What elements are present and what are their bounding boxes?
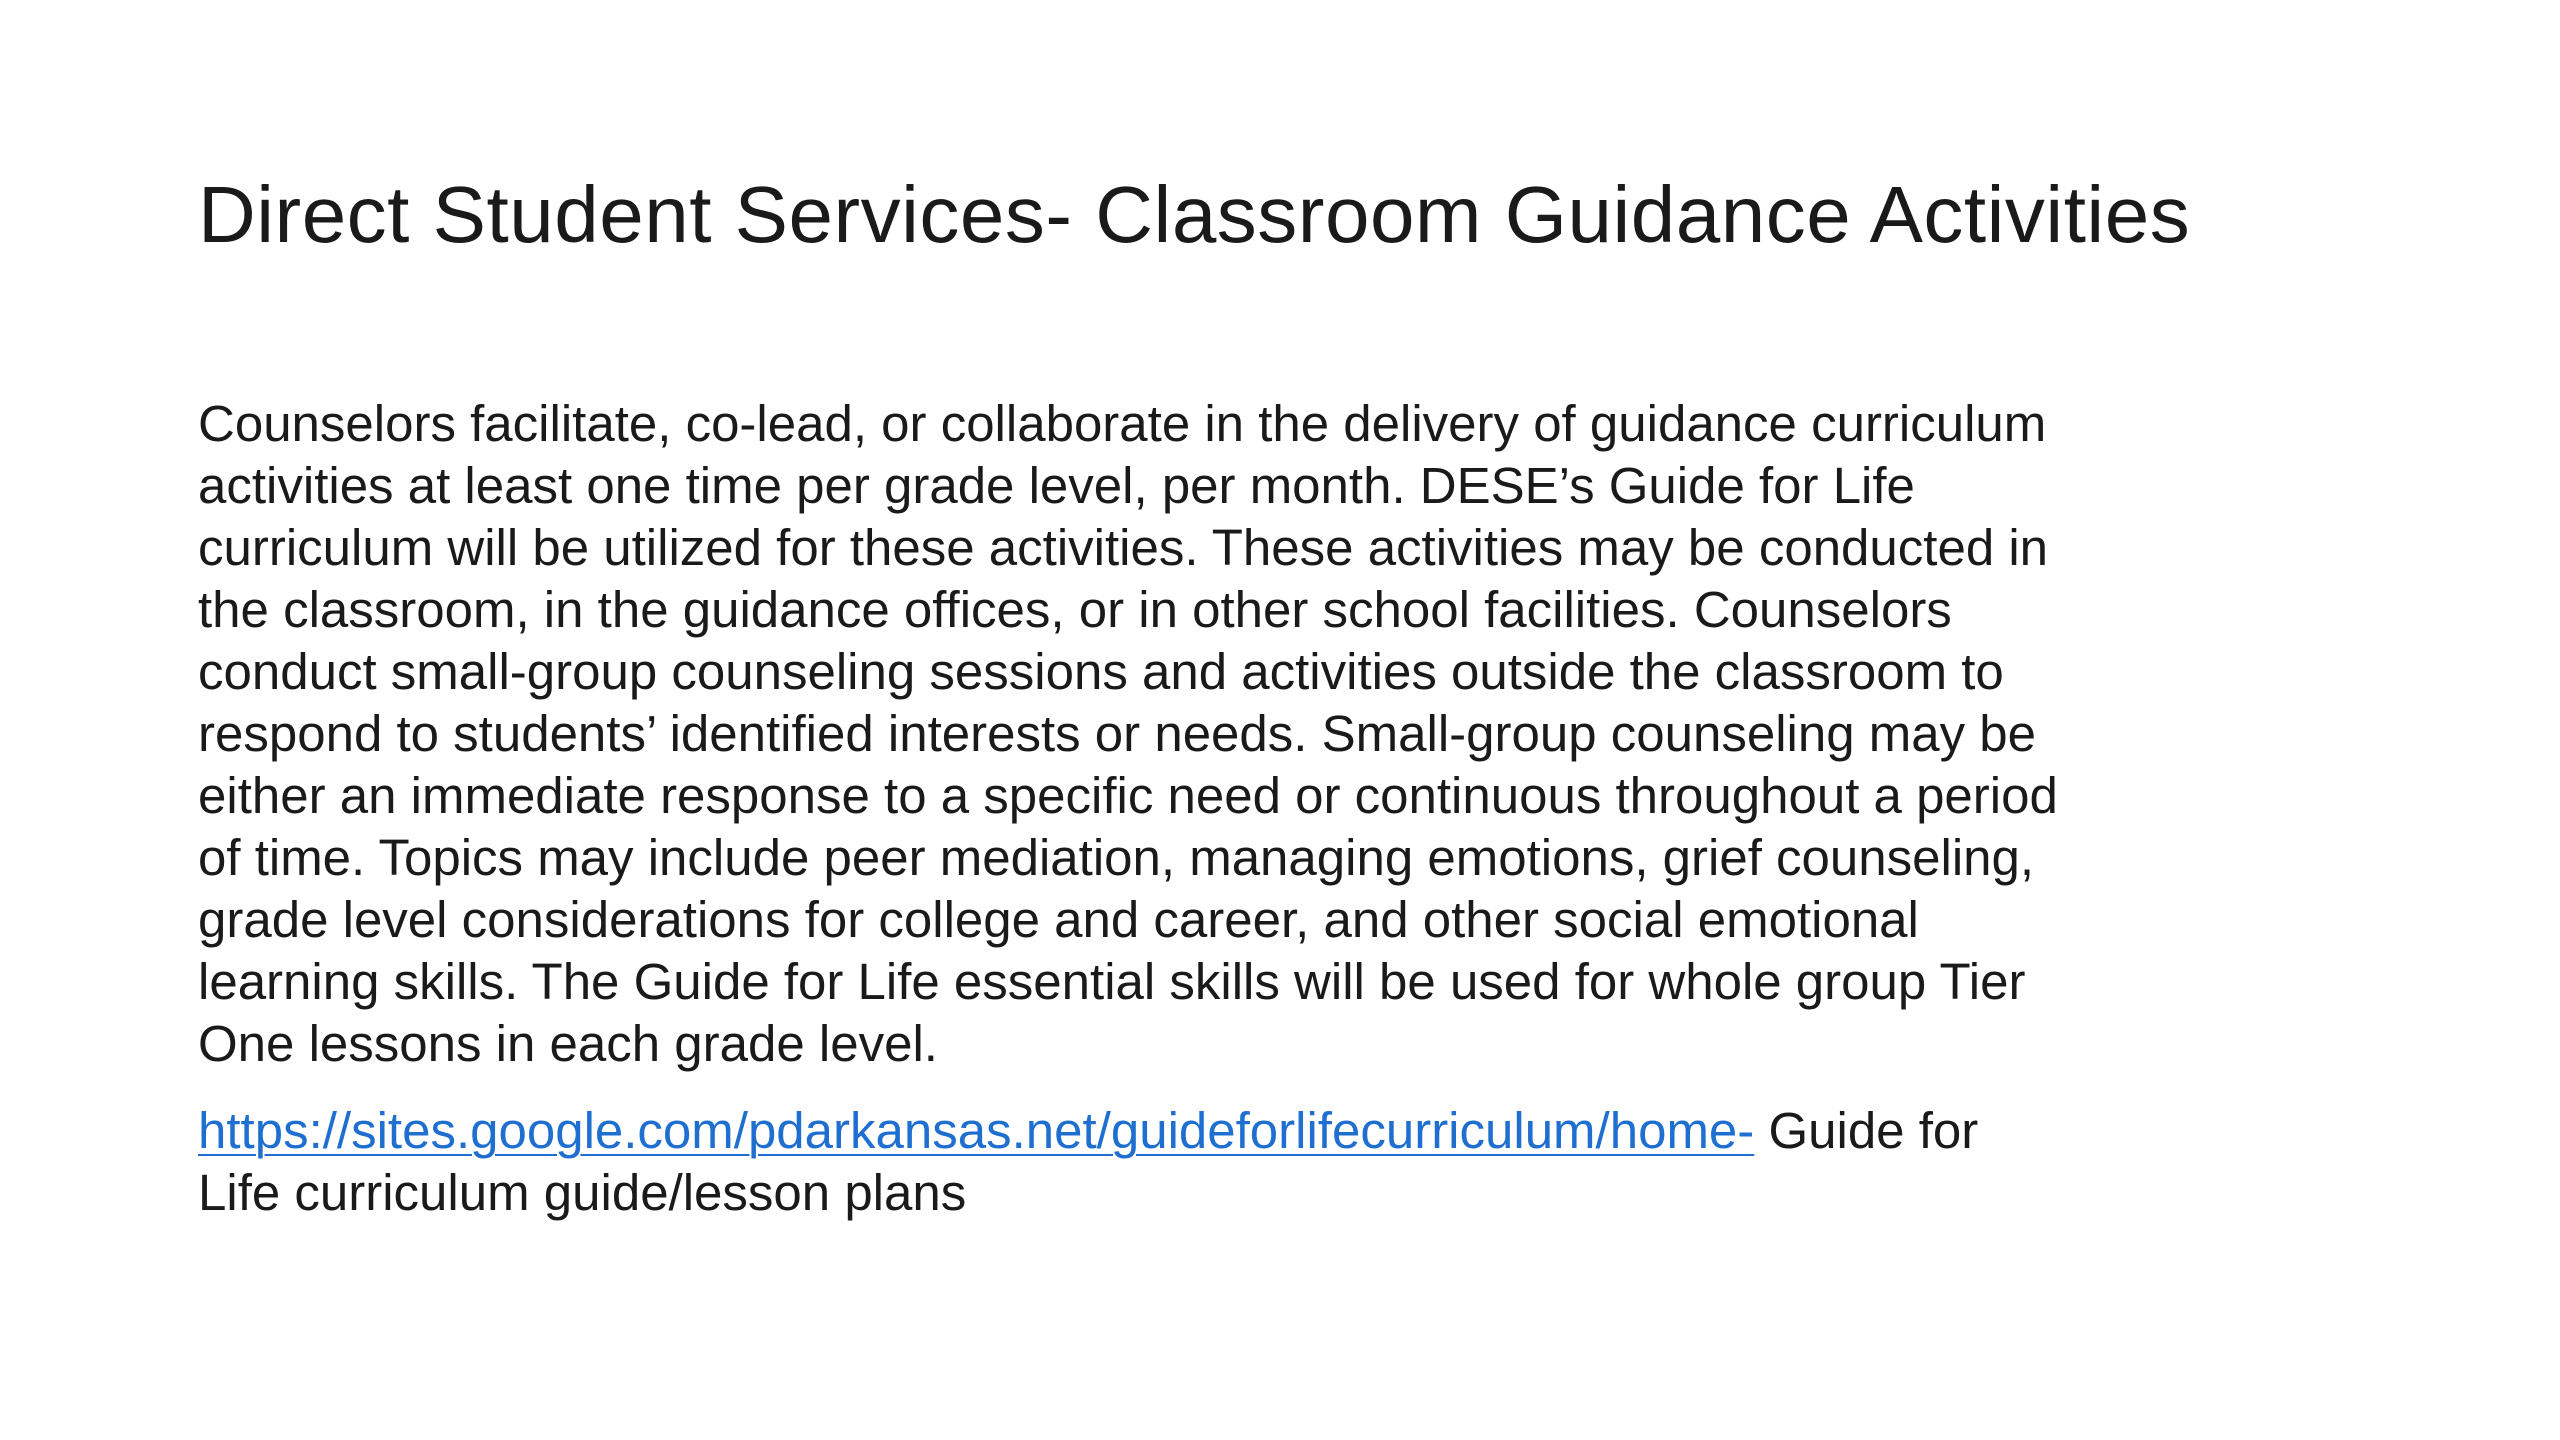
body-line: conduct small-group counseling sessions and activities outside the classroom to	[198, 643, 2004, 700]
slide-body	[198, 393, 2418, 1224]
body-line: activities at least one time per grade level, per month. DESE’s Guide for Life	[198, 457, 1915, 514]
body-line: curriculum will be utilized for these activities. These activities may be conducted in	[198, 519, 2049, 576]
guide-for-life-link[interactable]: https://sites.google.com/pdarkansas.net/guideforlifecurriculum/home-	[198, 1102, 1755, 1159]
body-line: the classroom, in the guidance offices, or in other school facilities. Counselors	[198, 581, 1952, 638]
body-line: grade level considerations for college and career, and other social emotional	[198, 891, 1919, 948]
slide-title: Direct Student Services- Classroom Guidance Activities	[198, 170, 2191, 259]
body-line: Counselors facilitate, co-lead, or collaborate in the delivery of guidance curriculum	[198, 395, 2047, 452]
link-description: Guide for	[1754, 1102, 1979, 1159]
resource-paragraph	[198, 1100, 2418, 1224]
body-line: of time. Topics may include peer mediation, managing emotions, grief counseling,	[198, 829, 2035, 886]
body-line: respond to students’ identified interests or needs. Small-group counseling may be	[198, 705, 2036, 762]
body-line: learning skills. The Guide for Life essential skills will be used for whole group Tier	[198, 953, 2026, 1010]
body-paragraph	[198, 393, 2418, 1075]
resource-line	[198, 1100, 2418, 1162]
link-description-continued: Life curriculum guide/lesson plans	[198, 1164, 967, 1221]
body-line: either an immediate response to a specific need or continuous throughout a period	[198, 767, 2058, 824]
body-line: One lessons in each grade level.	[198, 1015, 938, 1072]
